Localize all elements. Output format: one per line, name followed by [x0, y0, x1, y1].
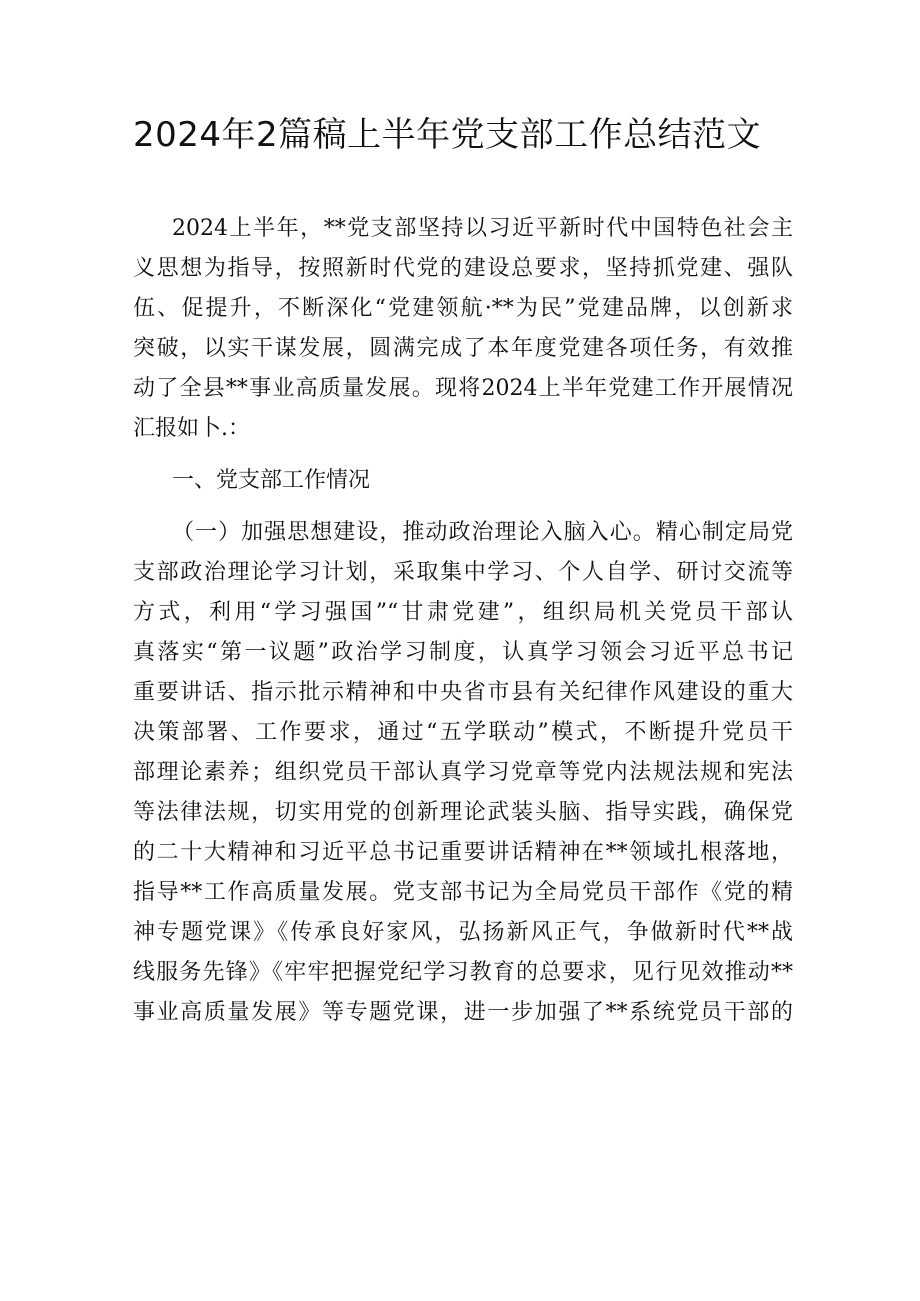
paragraph-line: 伍、促提升，不断深化“党建领航·**为民”党建品牌，以创新求: [133, 296, 793, 321]
paragraph-line: 动了全县**事业高质量发展。现将2024上半年党建工作开展情况: [133, 376, 793, 401]
paragraph-line: 部理论素养；组织党员干部认真学习党章等党内法规法规和宪法: [133, 760, 793, 785]
paragraph-line: 真落实“第一议题”政治学习制度，认真学习领会习近平总书记: [133, 640, 793, 665]
paragraph-line: 义思想为指导，按照新时代党的建设总要求，坚持抓党建、强队: [133, 256, 793, 281]
paragraph-line: 决策部署、工作要求，通过“五学联动”模式，不断提升党员干: [133, 720, 793, 745]
paragraph-line: 等法律法规，切实用党的创新理论武装头脑、指导实践，确保党: [133, 800, 793, 825]
paragraph-line: 方式，利用“学习强国”“甘肃党建”，组织局机关党员干部认: [133, 600, 793, 625]
paragraph-line: 线服务先锋》《牢牢把握党纪学习教育的总要求，见行见效推动**: [133, 960, 793, 985]
paragraph-line: 突破，以实干谋发展，圆满完成了本年度党建各项任务，有效推: [133, 336, 793, 361]
paragraph-line: 支部政治理论学习计划，采取集中学习、个人自学、研讨交流等: [133, 560, 793, 585]
paragraph-line: 指导**工作高质量发展。党支部书记为全局党员干部作《党的精: [133, 880, 793, 905]
paragraph-line: 重要讲话、指示批示精神和中央省市县有关纪律作风建设的重大: [133, 680, 793, 705]
section-heading: 一、党支部工作情况: [172, 468, 371, 493]
paragraph-line: 的二十大精神和习近平总书记重要讲话精神在**领域扎根落地，: [133, 840, 793, 865]
paragraph-line: （一）加强思想建设，推动政治理论入脑入心。精心制定局党: [172, 520, 793, 545]
paragraph-line: 汇报如卜.：: [133, 416, 250, 441]
paragraph-line: 2024上半年，**党支部坚持以习近平新时代中国特色社会主: [172, 216, 793, 241]
paragraph-line: 神专题党课》《传承良好家风，弘扬新风正气，争做新时代**战: [133, 920, 793, 945]
paragraph-line: 事业高质量发展》等专题党课，进一步加强了**系统党员干部的: [133, 1000, 793, 1025]
document-title: 2024年2篇稿上半年党支部工作总结范文: [133, 115, 762, 155]
